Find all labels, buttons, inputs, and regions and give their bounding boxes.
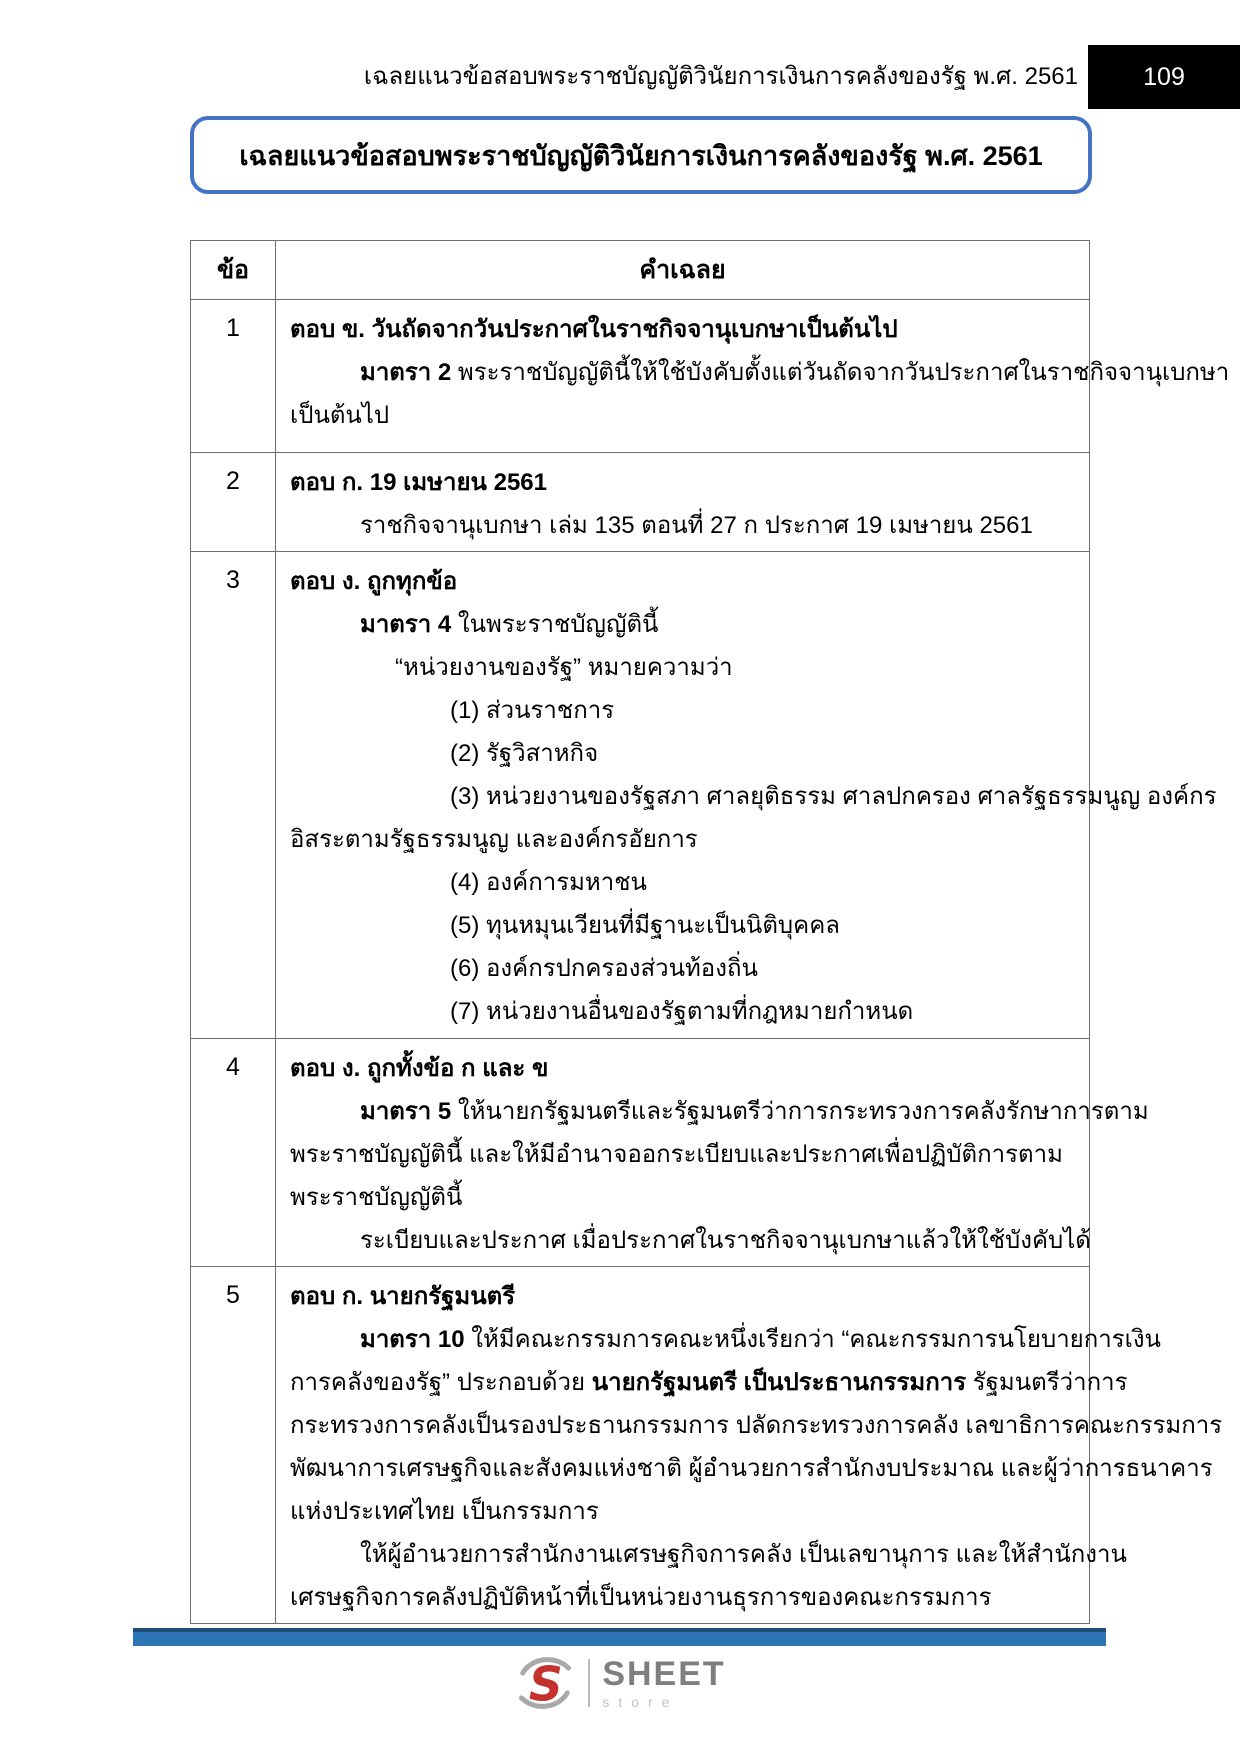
- question-number: 1: [191, 300, 276, 453]
- answer-text-bold: ตอบ ง. ถูกทุกข้อ: [290, 568, 458, 595]
- question-number: 4: [191, 1039, 276, 1267]
- answer-text: พระราชบัญญัตินี้: [290, 1184, 463, 1211]
- answer-line: [290, 1219, 1091, 1262]
- answer-text-bold: นายกรัฐมนตรี เป็นประธานกรรมการ: [591, 1369, 967, 1396]
- answer-text: (3) หน่วยงานของรัฐสภา ศาลยุติธรรม ศาลปกครอง ศาลรัฐธรรมนูญ องค์กร: [450, 783, 1217, 810]
- answer-line: [290, 732, 1079, 775]
- answer-line: [290, 1275, 1079, 1318]
- answer-line: [290, 861, 1079, 904]
- answer-text: พระราชบัญญัตินี้ และให้มีอำนาจออกระเบียบและประกาศเพื่อปฏิบัติการตาม: [290, 1141, 1063, 1168]
- logo-text-sheet: SHEET: [602, 1655, 726, 1693]
- answer-text: “หน่วยงานของรัฐ” หมายความว่า: [395, 654, 733, 681]
- answer-line: [290, 603, 1079, 646]
- answer-line: [290, 1361, 1128, 1404]
- answer-line: [290, 990, 1079, 1033]
- answer-line: [290, 1404, 1223, 1447]
- answer-line: [290, 1490, 1079, 1533]
- answer-text: พัฒนาการเศรษฐกิจและสังคมแห่งชาติ ผู้อำนวยการสำนักงบประมาณ และผู้ว่าการธนาคาร: [290, 1455, 1213, 1482]
- answer-line: [290, 560, 1079, 603]
- answer-text: (6) องค์กรปกครองส่วนท้องถิ่น: [450, 955, 758, 982]
- answer-line: [290, 1533, 1127, 1576]
- answer-line: [290, 775, 1217, 818]
- answer-text-bold: มาตรา 4: [360, 611, 452, 638]
- table-row: [191, 552, 1090, 1039]
- logo-text-store: store: [602, 1694, 679, 1710]
- answer-text: กระทรวงการคลังเป็นรองประธานกรรมการ ปลัดกระทรวงการคลัง เลขาธิการคณะกรรมการ: [290, 1412, 1223, 1439]
- answer-text: เป็นต้นไป: [290, 402, 390, 429]
- footer-logo: [0, 1652, 1240, 1714]
- table-row: [191, 300, 1090, 453]
- answer-text: พระราชบัญญัตินี้ให้ใช้บังคับตั้งแต่วันถัดจากวันประกาศในราชกิจจานุเบกษา: [451, 359, 1230, 386]
- table-row: [191, 1267, 1090, 1624]
- answer-line: [290, 394, 1079, 437]
- sheet-store-logo-icon: [514, 1652, 576, 1714]
- answer-text-bold: ตอบ ข. วันถัดจากวันประกาศในราชกิจจานุเบกษาเป็นต้นไป: [290, 316, 898, 343]
- answer-cell: [276, 300, 1230, 453]
- answer-text: อิสระตามรัฐธรรมนูญ และองค์กรอัยการ: [290, 826, 698, 853]
- answer-line: [290, 818, 1079, 861]
- svg-text:S: S: [529, 1657, 564, 1713]
- question-number: 2: [191, 453, 276, 552]
- answer-line: [290, 1447, 1213, 1490]
- table-row: [191, 1039, 1090, 1267]
- answer-line: [290, 947, 1079, 990]
- footer-divider-bar: [133, 1628, 1106, 1646]
- answer-text: แห่งประเทศไทย เป็นกรรมการ: [290, 1498, 599, 1525]
- answer-cell: [276, 552, 1217, 1039]
- answer-table-body: [191, 300, 1230, 1624]
- answer-text: ให้ผู้อำนวยการสำนักงานเศรษฐกิจการคลัง เป็นเลขานุการ และให้สำนักงาน: [360, 1541, 1127, 1568]
- answer-text: ในพระราชบัญญัตินี้: [451, 611, 659, 638]
- logo-divider: [588, 1659, 590, 1707]
- answer-text: ให้มีคณะกรรมการคณะหนึ่งเรียกว่า “คณะกรรมการนโยบายการเงิน: [464, 1326, 1161, 1353]
- answer-line: [290, 689, 1079, 732]
- answer-text: (7) หน่วยงานอื่นของรัฐตามที่กฎหมายกำหนด: [450, 998, 914, 1025]
- answer-text: รัฐมนตรีว่าการ: [966, 1369, 1128, 1396]
- question-number: 3: [191, 552, 276, 1039]
- answer-line: [290, 1133, 1079, 1176]
- answer-text: ระเบียบและประกาศ เมื่อประกาศในราชกิจจานุเบกษาแล้วให้ใช้บังคับได้: [360, 1227, 1091, 1254]
- answer-line: [290, 1176, 1079, 1219]
- answer-text: เศรษฐกิจการคลังปฏิบัติหน้าที่เป็นหน่วยงานธุรการของคณะกรรมการ: [290, 1584, 992, 1611]
- answer-text-bold: ตอบ ก. นายกรัฐมนตรี: [290, 1283, 516, 1310]
- question-number: 5: [191, 1267, 276, 1624]
- answer-cell: [276, 1267, 1223, 1624]
- answer-text-bold: มาตรา 10: [360, 1326, 465, 1353]
- answer-text: (5) ทุนหมุนเวียนที่มีฐานะเป็นนิติบุคคล: [450, 912, 840, 939]
- answer-line: [290, 351, 1230, 394]
- answer-line: [290, 1576, 1079, 1619]
- answer-table: [190, 240, 1230, 1624]
- answer-text: (2) รัฐวิสาหกิจ: [450, 740, 599, 767]
- column-header-answer: คำเฉลย: [276, 241, 1090, 300]
- column-header-number: ข้อ: [191, 241, 276, 300]
- answer-line: [290, 504, 1079, 547]
- answer-line: [290, 308, 1079, 351]
- answer-cell: [276, 1039, 1149, 1267]
- answer-line: [290, 646, 1079, 689]
- answer-text-bold: มาตรา 2: [360, 359, 452, 386]
- answer-line: [290, 904, 1079, 947]
- answer-line: [290, 1047, 1079, 1090]
- document-title-box: [190, 116, 1092, 194]
- answer-text-bold: ตอบ ก. 19 เมษายน 2561: [290, 469, 547, 496]
- table-row: [191, 453, 1090, 552]
- answer-text: การคลังของรัฐ” ประกอบด้วย: [290, 1369, 592, 1396]
- page-header-title: เฉลยแนวข้อสอบพระราชบัญญัติวินัยการเงินการคลังของรัฐ พ.ศ. 2561: [363, 63, 1078, 90]
- answer-line: [290, 1090, 1149, 1133]
- logo-text-block: [602, 1657, 725, 1709]
- answer-text: ให้นายกรัฐมนตรีและรัฐมนตรีว่าการกระทรวงการคลังรักษาการตาม: [451, 1098, 1149, 1125]
- document-title: เฉลยแนวข้อสอบพระราชบัญญัติวินัยการเงินการคลังของรัฐ พ.ศ. 2561: [239, 140, 1043, 171]
- answer-text: (4) องค์การมหาชน: [450, 869, 647, 896]
- answer-line: [290, 1318, 1161, 1361]
- answer-text-bold: ตอบ ง. ถูกทั้งข้อ ก และ ข: [290, 1055, 549, 1082]
- answer-text: ราชกิจจานุเบกษา เล่ม 135 ตอนที่ 27 ก ประกาศ 19 เมษายน 2561: [360, 512, 1033, 539]
- answer-line: [290, 461, 1079, 504]
- answer-cell: [276, 453, 1090, 552]
- answer-text-bold: มาตรา 5: [360, 1098, 452, 1125]
- page-number: 109: [1143, 62, 1185, 91]
- answer-text: (1) ส่วนราชการ: [450, 697, 615, 724]
- table-header-row: [191, 241, 1090, 300]
- page-number-box: [1088, 45, 1240, 109]
